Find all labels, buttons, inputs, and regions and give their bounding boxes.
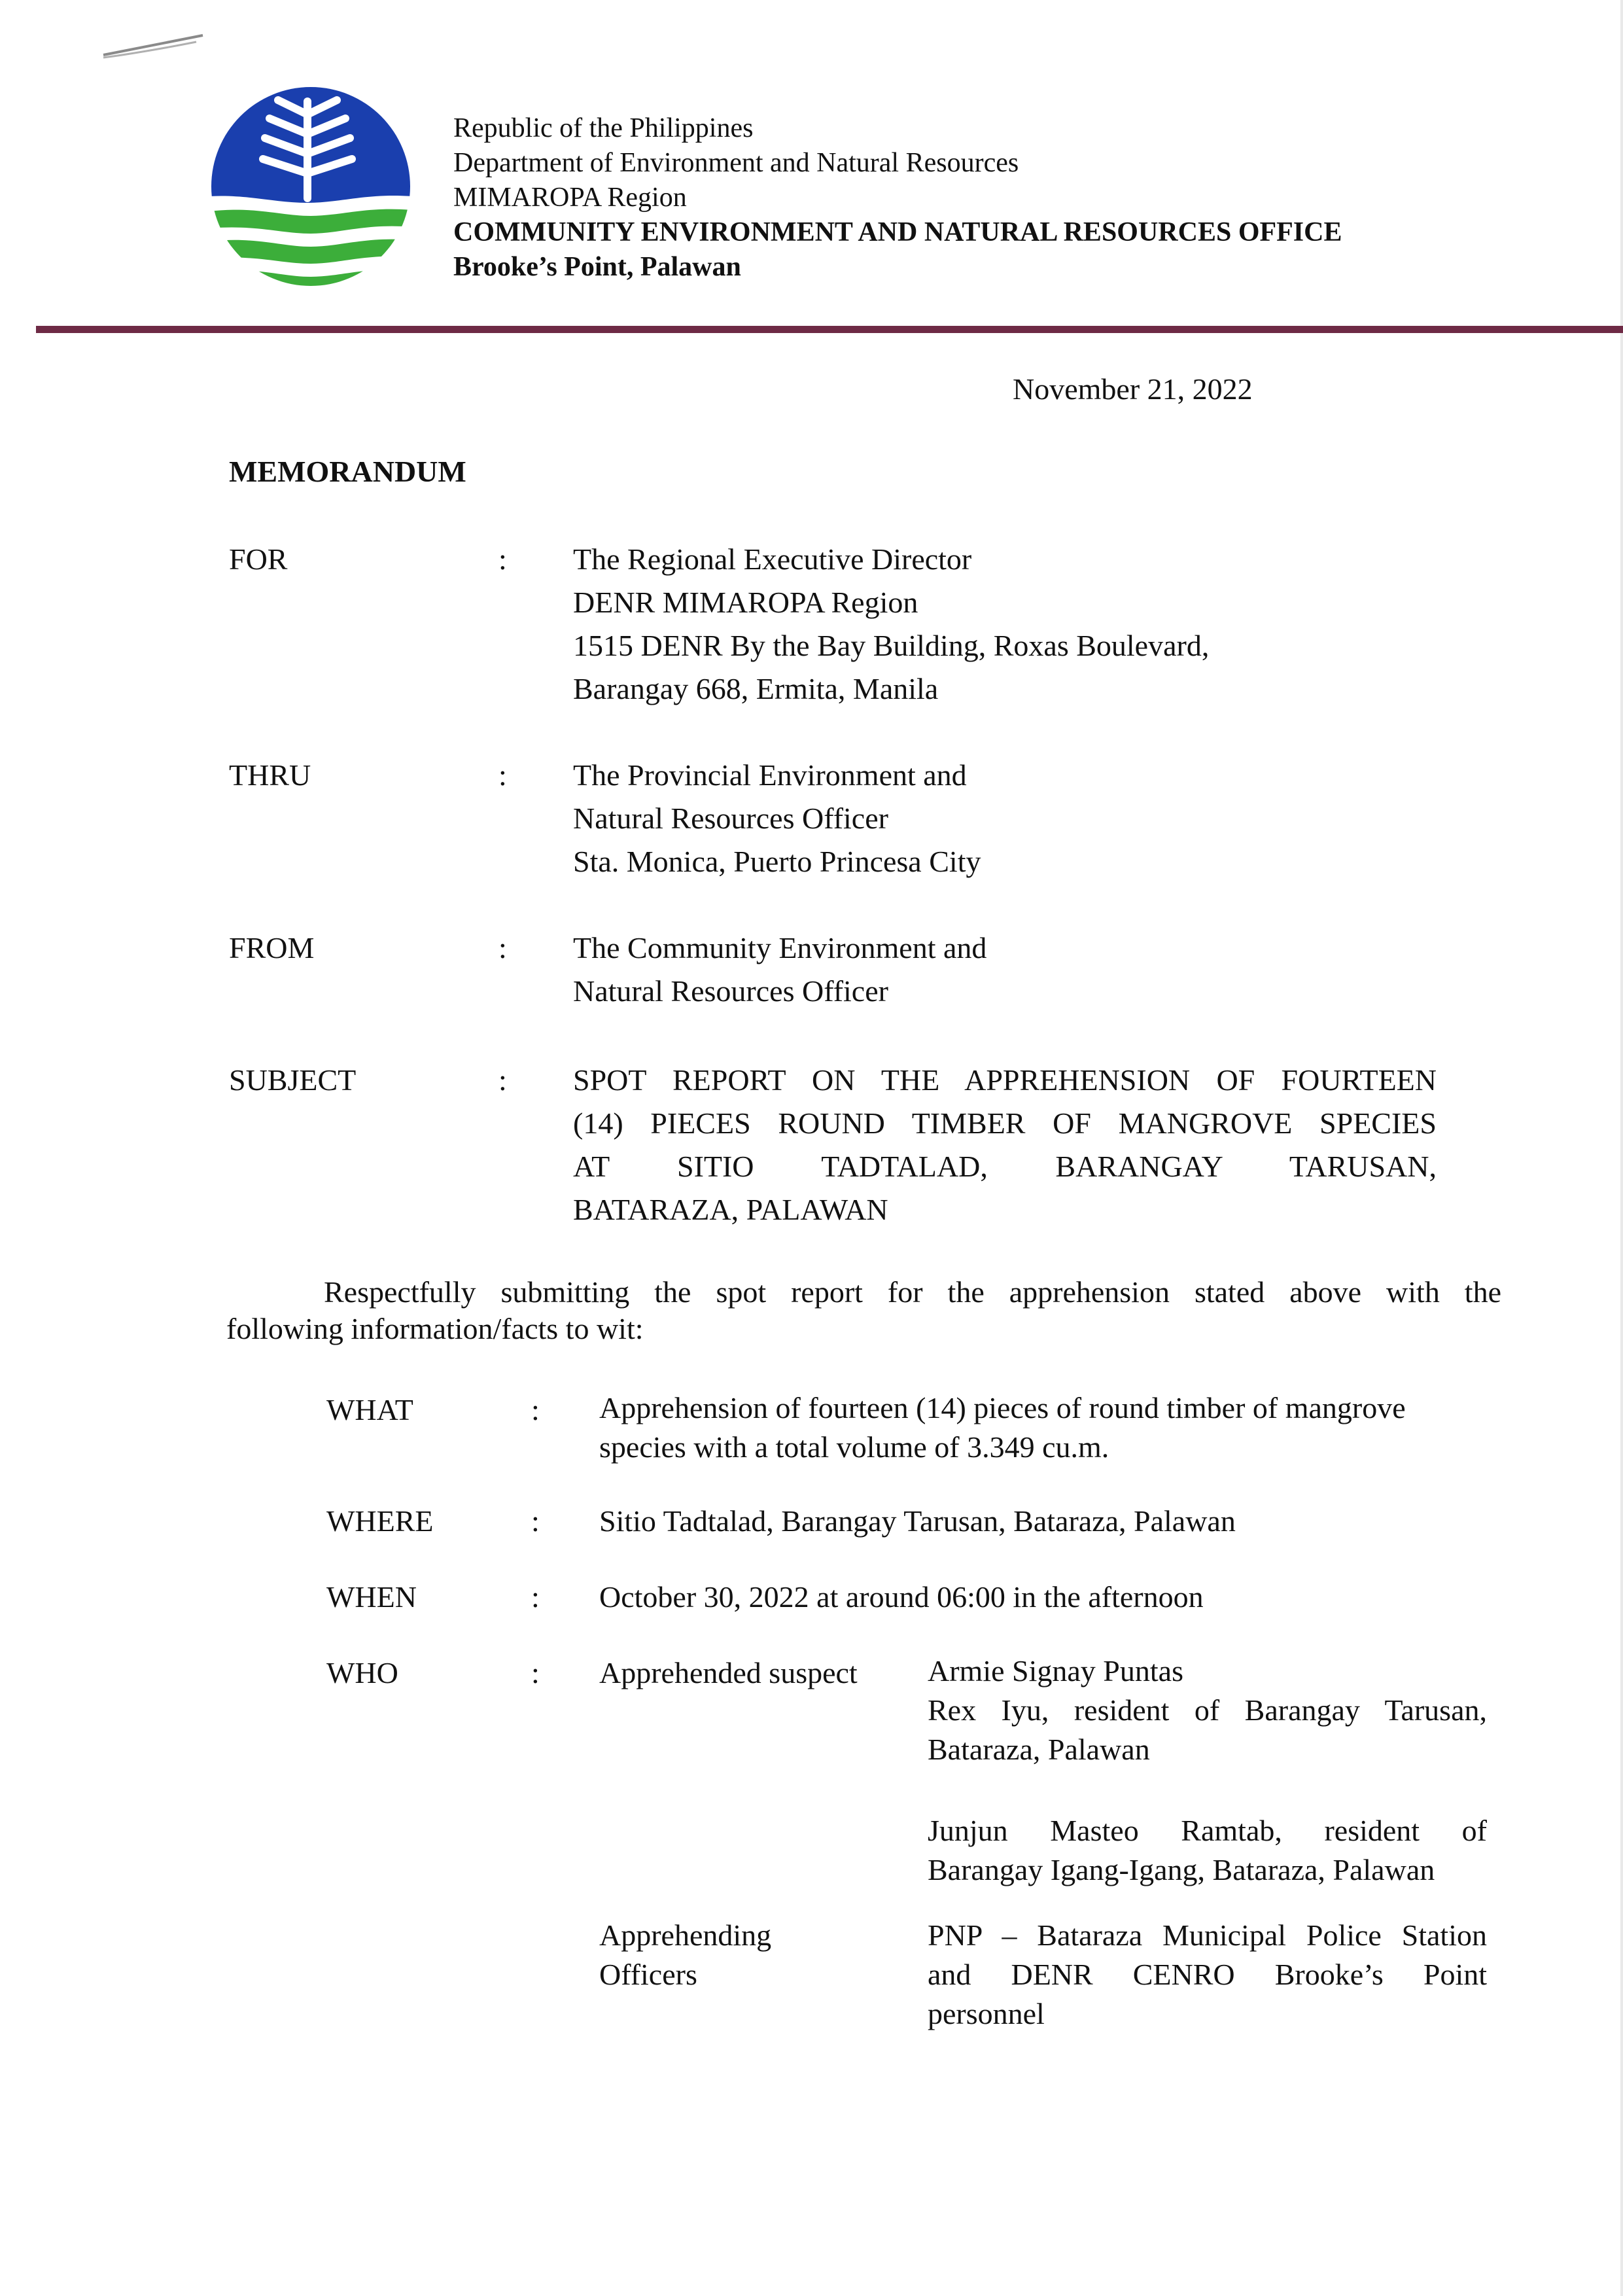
thru-line: Sta. Monica, Puerto Princesa City — [573, 845, 981, 878]
thru-label: THRU — [229, 758, 311, 792]
page-edge-line — [1620, 0, 1623, 2296]
intro-line-1: Respectfully submitting the spot report for the apprehension stated above with the — [324, 1275, 1501, 1309]
who-label: WHO — [326, 1656, 398, 1689]
for-line: DENR MIMAROPA Region — [573, 586, 918, 619]
subject-line: SPOT REPORT ON THE APPREHENSION OF FOURTEEN — [573, 1063, 1437, 1097]
officers-value — [928, 1916, 1487, 2034]
when-label: WHEN — [326, 1580, 417, 1614]
for-line: 1515 DENR By the Bay Building, Roxas Boulevard, — [573, 629, 1210, 662]
suspect-residence: Bataraza, Palawan — [928, 1733, 1150, 1766]
suspect-name: Rex Iyu, resident of Barangay Tarusan, — [928, 1693, 1487, 1727]
memo-title: MEMORANDUM — [229, 455, 466, 488]
subject-line: BATARAZA, PALAWAN — [573, 1193, 888, 1226]
what-label: WHAT — [326, 1393, 413, 1426]
from-line: Natural Resources Officer — [573, 974, 888, 1008]
what-line: species with a total volume of 3.349 cu.m. — [599, 1430, 1109, 1464]
spacer — [928, 1769, 1487, 1811]
subject-text — [573, 1059, 1437, 1231]
suspect-name: Armie Signay Puntas — [928, 1654, 1183, 1687]
header-divider — [36, 326, 1623, 333]
intro-line-2: following information/facts to wit: — [226, 1312, 644, 1345]
when-value: October 30, 2022 at around 06:00 in the afternoon — [599, 1580, 1204, 1614]
suspect-residence: Barangay Igang-Igang, Bataraza, Palawan — [928, 1853, 1435, 1886]
what-value — [599, 1388, 1406, 1467]
suspect-name: Junjun Masteo Ramtab, resident of — [928, 1814, 1487, 1847]
header-republic: Republic of the Philippines — [453, 113, 754, 143]
officers-label-line: Apprehending — [599, 1918, 772, 1952]
header-office: COMMUNITY ENVIRONMENT AND NATURAL RESOURCES OFFICE — [453, 217, 1342, 247]
header-location: Brooke’s Point, Palawan — [453, 252, 741, 282]
where-value: Sitio Tadtalad, Barangay Tarusan, Bataraza, Palawan — [599, 1504, 1236, 1538]
officers-line: personnel — [928, 1997, 1045, 2030]
subject-label: SUBJECT — [229, 1063, 357, 1097]
subject-colon: : — [498, 1063, 507, 1097]
subject-line: (14) PIECES ROUND TIMBER OF MANGROVE SPECIES — [573, 1106, 1437, 1140]
who-colon: : — [531, 1656, 540, 1689]
what-colon: : — [531, 1393, 540, 1426]
from-line: The Community Environment and — [573, 931, 987, 964]
when-colon: : — [531, 1580, 540, 1614]
thru-colon: : — [498, 758, 507, 792]
suspect-label: Apprehended suspect — [599, 1656, 858, 1689]
from-label: FROM — [229, 931, 315, 964]
officers-label — [599, 1916, 771, 1994]
officers-line: and DENR CENRO Brooke’s Point — [928, 1958, 1487, 1991]
what-line: Apprehension of fourteen (14) pieces of round timber of mangrove — [599, 1391, 1406, 1424]
from-colon: : — [498, 931, 507, 964]
for-colon: : — [498, 542, 507, 576]
subject-line: AT SITIO TADTALAD, BARANGAY TARUSAN, — [573, 1150, 1437, 1183]
where-label: WHERE — [326, 1504, 434, 1538]
for-addressee — [573, 538, 1209, 711]
officers-line: PNP – Bataraza Municipal Police Station — [928, 1918, 1487, 1952]
where-colon: : — [531, 1504, 540, 1538]
for-line: Barangay 668, Ermita, Manila — [573, 672, 939, 705]
denr-logo — [209, 82, 412, 291]
memo-date: November 21, 2022 — [1013, 372, 1253, 406]
officers-label-line: Officers — [599, 1958, 697, 1991]
thru-line: Natural Resources Officer — [573, 802, 888, 835]
for-label: FOR — [229, 542, 288, 576]
from-sender — [573, 927, 986, 1013]
paper-clip-mark — [98, 31, 209, 64]
thru-line: The Provincial Environment and — [573, 758, 967, 792]
header-region: MIMAROPA Region — [453, 183, 687, 213]
header-department: Department of Environment and Natural Resources — [453, 148, 1019, 178]
for-line: The Regional Executive Director — [573, 542, 972, 576]
thru-addressee — [573, 754, 981, 883]
suspect-list — [928, 1651, 1487, 1890]
